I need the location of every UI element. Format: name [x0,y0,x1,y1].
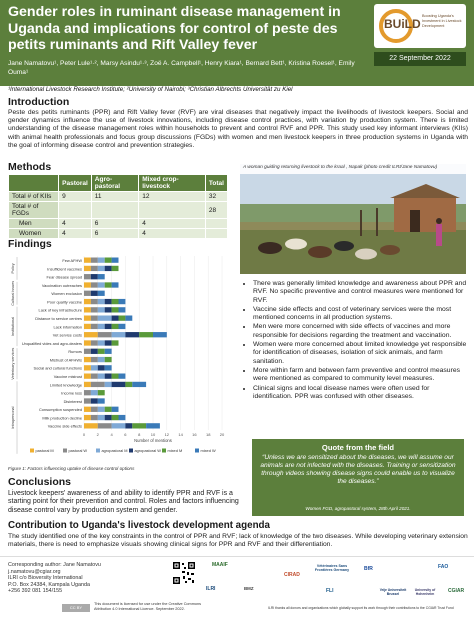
bar-segment [125,423,132,428]
bar-segment [91,307,98,312]
category-label: Lack information [53,324,82,330]
photo-caption: A woman guiding returning livestock to the kraal , Napak (photo credit ILRI/Jane Namatovu) [240,164,466,174]
bar-segment [98,266,105,271]
legend-swatch [96,449,100,453]
funder-thanks: ILRI thanks all donors and organizations which globally support its work through their contributions to the CGIAR Trust Fund [268,606,454,610]
list-item: • Women were more concerned about limited knowledge yet responsible for identification of diseases, isolation of sick animals, and farm sanitation. [253,341,469,366]
category-label: Poor quality vaccine [47,299,82,305]
bar-segment [105,415,112,420]
bar-segment [119,415,126,420]
bar-segment [84,407,91,412]
bar-segment [112,407,119,412]
bar-segment [119,373,126,378]
list-item: • More within farm and between farm preventive and control measures were mentioned as compared to community level measures. [253,367,469,384]
bar-segment [112,423,126,428]
table-cell [205,229,227,239]
bar-segment [91,257,98,262]
bar-segment [98,307,105,312]
bar-segment [91,340,98,345]
table-row [9,229,228,239]
bar-segment [105,357,112,362]
methods-table [8,174,228,239]
conclusions-text: Livestock keepers' awareness of and ability to identify PPR and RVF is a starting point for their prevention and control. Roles and factors influencing disease control vary by production system and gender. [8,490,239,514]
bar-segment [105,373,112,378]
table-cell: 28 [205,202,227,219]
author-list: Jane Namatovu¹, Peter Lule¹·², Marsy Asindu¹·³, Zoë A. Campbell¹, Henry Kiara¹, Bernard Bett¹, Kristina Roesel¹, Emily Ouma¹ [8,60,355,76]
x-tick-label: 12 [164,432,170,437]
bar-segment [119,307,126,312]
table-cell [139,202,206,219]
bar-segment [84,349,91,354]
table-cell: 6 [91,229,138,239]
logo-subtitle: Boosting Uganda's Investment in Livestock Development [422,14,462,28]
table-cell: 6 [91,219,138,229]
bar-segment [84,324,91,329]
table-cell [91,202,138,219]
bar-segment [98,315,112,320]
bar-segment [91,398,98,403]
bar-segment [84,398,91,403]
table-cell: Total # of KIIs [9,192,59,202]
bar-segment [84,299,91,304]
bar-segment [84,340,91,345]
findings-heading: Findings [8,238,52,250]
list-item: • Clinical signs and local disease names were often used for identification. PPR was confused with other diseases. [253,385,469,402]
table-cell: Women [9,229,59,239]
bar-segment [84,390,91,395]
bar-segment [98,332,112,337]
cc-license-badge: CC BY [62,604,90,612]
contribution-heading: Contribution to Uganda's livestock development agenda [8,520,270,531]
bar-segment [84,382,91,387]
bar-segment [112,282,119,287]
bar-segment [112,373,119,378]
category-label: Consumption suspended [38,407,82,413]
bar-segment [84,373,91,378]
bar-segment [112,332,126,337]
contact-email[interactable]: j.namatovu@cgiar.org [8,568,61,575]
table-header-cell [9,175,59,192]
bar-segment [91,407,98,412]
x-tick-label: 16 [192,432,197,437]
bar-segment [98,291,105,296]
category-label: Fear disease spread [46,274,82,280]
category-label: Milk production decline [42,415,82,421]
table-row [9,219,228,229]
category-label: Unqualified vides and agro-dealers [21,340,82,346]
contact-line: P.O. Box 24384, Kampala Uganda [8,581,91,588]
table-row [9,192,228,202]
category-label: Vet service costs [52,332,82,338]
bar-segment [84,257,91,262]
bar-segment [91,382,105,387]
fli-logo: FLI [326,588,334,594]
bar-segment [84,291,91,296]
bar-segment [84,423,98,428]
category-label: Limited knowledge [49,382,82,388]
category-label: Lack of key infrastructure [38,307,82,313]
table-header-cell: Total [205,175,227,192]
category-label: Vaccine side effects [47,423,82,429]
category-label: Distance to service centres [35,315,82,321]
bar-segment [105,307,112,312]
bar-segment [84,282,91,287]
group-label: Veterinary services [11,347,15,380]
partner-logos [200,560,470,604]
list-item: • Men were more concerned with side effects of vaccines and more responsible for decisions regarding the treatment and vaccination. [253,323,469,340]
bar-segment [112,257,119,262]
group-label: Intrapersonal [11,406,15,429]
bar-segment [91,349,98,354]
bar-segment [119,315,126,320]
x-tick-label: 8 [138,432,141,437]
legend-label: mixed W [200,448,216,453]
table-cell: 11 [91,192,138,202]
date-badge: 22 September 2022 [374,52,466,66]
findings-list [243,280,469,402]
table-row [9,202,228,219]
bar-segment [98,390,105,395]
bar-segment [98,324,105,329]
bar-segment [98,398,105,403]
table-cell [205,219,227,229]
x-axis-label: Number of mentions [134,438,172,443]
bar-segment [84,332,98,337]
quote-box [252,439,464,516]
legend-swatch [195,449,199,453]
bar-segment [98,373,105,378]
bar-segment [105,299,112,304]
bar-segment [105,365,112,370]
table-cell: 4 [59,219,92,229]
category-label: Mistrust of AFHWs [49,357,82,363]
bar-segment [146,423,160,428]
bar-segment [125,382,132,387]
table-header-cell: Mixed crop-livestock [139,175,206,192]
bar-segment [91,415,98,420]
bar-segment [91,291,98,296]
bar-segment [112,340,119,345]
bar-segment [98,282,105,287]
bar-segment [112,324,119,329]
maaif-logo: MAAIF [212,562,228,568]
x-tick-label: 6 [124,432,127,437]
poster-title: Gender roles in ruminant disease management in Uganda and implications for control of peste des petits ruminants and Rift Valley fever [8,4,341,54]
bar-segment [153,332,167,337]
category-label: Vaccine mistrust [53,373,82,379]
bfr-logo: BfR [364,566,373,572]
bar-segment [91,373,98,378]
category-label: Income loss [61,390,82,396]
bar-segment [98,299,105,304]
bar-segment [84,315,91,320]
bar-segment [91,299,98,304]
methods-heading: Methods [8,161,52,173]
bar-segment [98,423,112,428]
bar-segment [98,257,105,262]
bar-segment [119,299,126,304]
table-cell: 4 [139,219,206,229]
legend-swatch [63,449,67,453]
bar-segment [98,365,105,370]
bar-segment [84,274,91,279]
bar-segment [98,407,105,412]
contact-line: +256 392 081 154/155 [8,588,63,594]
bar-segment [112,415,119,420]
bar-segment [91,357,98,362]
legend-swatch [129,449,133,453]
affiliations: ¹International Livestock Research Institute; ²University of Nairobi; ³Christian Albrechts Universität zu Kiel [8,86,293,93]
x-tick-label: 4 [110,432,113,437]
legend-label: mixed M [167,448,183,453]
bar-segment [105,340,112,345]
category-label: Disinterest [63,398,82,404]
x-tick-label: 18 [205,432,211,437]
bar-segment [91,315,98,320]
bar-segment [112,299,119,304]
table-header-cell: Agro-pastoral [91,175,138,192]
x-tick-label: 20 [219,432,225,437]
bar-segment [84,266,91,271]
bar-segment [98,274,105,279]
bar-segment [139,332,153,337]
hohenheim-logo: University of Hohenheim [414,588,436,596]
bar-segment [119,324,126,329]
table-cell: 4 [59,229,92,239]
bar-segment [105,282,112,287]
list-item: • Vaccine side effects and cost of veterinary services were the most mentioned concerns in all production systems. [253,306,469,323]
table-cell: 12 [139,192,206,202]
bar-segment [98,349,105,354]
table-cell: Total # of FGDs [9,202,59,219]
category-label: Few AFHW [62,257,82,263]
bar-segment [112,307,119,312]
category-label: Women exclusion [51,291,82,297]
bmz-logo: BMZ [244,586,254,591]
qr-code-icon[interactable] [172,561,196,585]
category-label: Social and cultural functions [33,365,82,371]
bar-segment [105,407,112,412]
bar-segment [98,340,105,345]
bar-segment [105,324,112,329]
table-cell [59,202,92,219]
group-label: Policy [11,263,15,274]
build-logo [374,4,466,48]
factors-bar-chart [8,252,230,464]
contribution-text: The study identified one of the key constraints in the control of PPR and RVF; lack of knowledge of the two diseases. While developing veterinary extension materials, there is need to emphasize visuals showing clinical signs for PPR and RVF and their differentiation. [8,533,468,549]
table-cell: 9 [59,192,92,202]
cgiar-logo: CGIAR [448,588,465,594]
bar-segment [91,390,98,395]
bar-segment [84,365,91,370]
legend-swatch [30,449,34,453]
bar-segment [91,266,98,271]
ilri-logo: ILRI [206,586,216,592]
contact-line: ILRI c/o Bioversity International [8,575,83,581]
table-cell: Men [9,219,59,229]
vub-logo: Vrije Universiteit Brussel [379,588,407,596]
table-cell: 32 [205,192,227,202]
bar-segment [105,349,112,354]
quote-title: Quote from the field [321,443,395,452]
table-header-row [9,175,228,192]
logo-text: BUiLD [384,17,421,31]
x-tick-label: 10 [150,432,156,437]
group-label: Cultural issues [11,280,15,306]
fao-logo: FAO [438,564,449,570]
bar-segment [84,357,91,362]
table-cell: 4 [139,229,206,239]
contact-info [8,562,101,595]
legend-label: agropastoral W [134,448,161,453]
bar-segment [105,382,112,387]
category-label: Rumors [68,349,82,355]
bar-segment [132,382,146,387]
bar-segment [112,266,119,271]
bar-segment [91,274,98,279]
cirad-logo: CIRAD [284,572,300,578]
bar-segment [112,382,126,387]
bar-segment [84,415,91,420]
group-label: Institutional [11,316,15,337]
bar-segment [98,357,105,362]
bar-segment [125,315,132,320]
bar-segment [112,315,119,320]
table-header-cell: Pastoral [59,175,92,192]
list-item: • There was generally limited knowledge and awareness about PPR and RVF. No specific preventive and control measures were mentioned for RVF. [253,280,469,305]
legend-label: pastoral M [35,448,54,453]
category-label: Insufficient vaccines [47,266,82,272]
bar-segment [125,332,139,337]
introduction-heading: Introduction [8,96,70,108]
bar-segment [91,365,98,370]
legend-label: agropastoral M [101,448,128,453]
x-tick-label: 0 [82,432,86,437]
legend-swatch [162,449,166,453]
bar-segment [132,423,146,428]
bar-segment [84,307,91,312]
vsf-logo: Vétérinaires Sans Frontières Germany [314,564,350,572]
bar-segment [91,324,98,329]
contact-line: Corresponding author: Jane Namatovu [8,562,101,568]
x-tick-label: 14 [178,432,183,437]
introduction-text: Peste des petits ruminants (PPR) and Rift Valley fever (RVF) are viral diseases that negatively impact the livelihoods of livestock keepers. Social and gender dynamics influence the use of livestock innovations, including disease control practices, with variation by production system. There is limited understanding of the disease management roles within households to prevent and control RVF and PPR. This study used key informant interviews (KIIs) with animal health professionals and focus group discussions (FGDs) with women and men livestock keepers in three production systems in Uganda with the goal of informing disease control and prevention strategies. [8,109,468,149]
bar-segment [105,257,112,262]
chart-caption: Figure 1: Factors influencing uptake of disease control options [8,466,135,471]
conclusions-heading: Conclusions [8,476,72,488]
quote-attribution: Women FGD, agropastoral system, 28th April 2021. [305,506,411,511]
bar-segment [91,282,98,287]
bar-segment [105,266,112,271]
license-text: This document is licensed for use under the Creative Commons Attribution 4.0 International Licence. September 2022. [94,602,201,611]
field-photo [240,164,466,274]
bar-segment [98,415,105,420]
x-tick-label: 2 [96,432,99,437]
category-label: Vaccination outreaches [41,282,82,288]
legend-label: pastoral W [68,448,88,453]
quote-text: “Unless we are sensitized about the diseases, we will assume our animals are not infected with the diseases. Training or sensitization through videos showing disease signs could enable us to visualize the diseases.” [260,454,456,485]
